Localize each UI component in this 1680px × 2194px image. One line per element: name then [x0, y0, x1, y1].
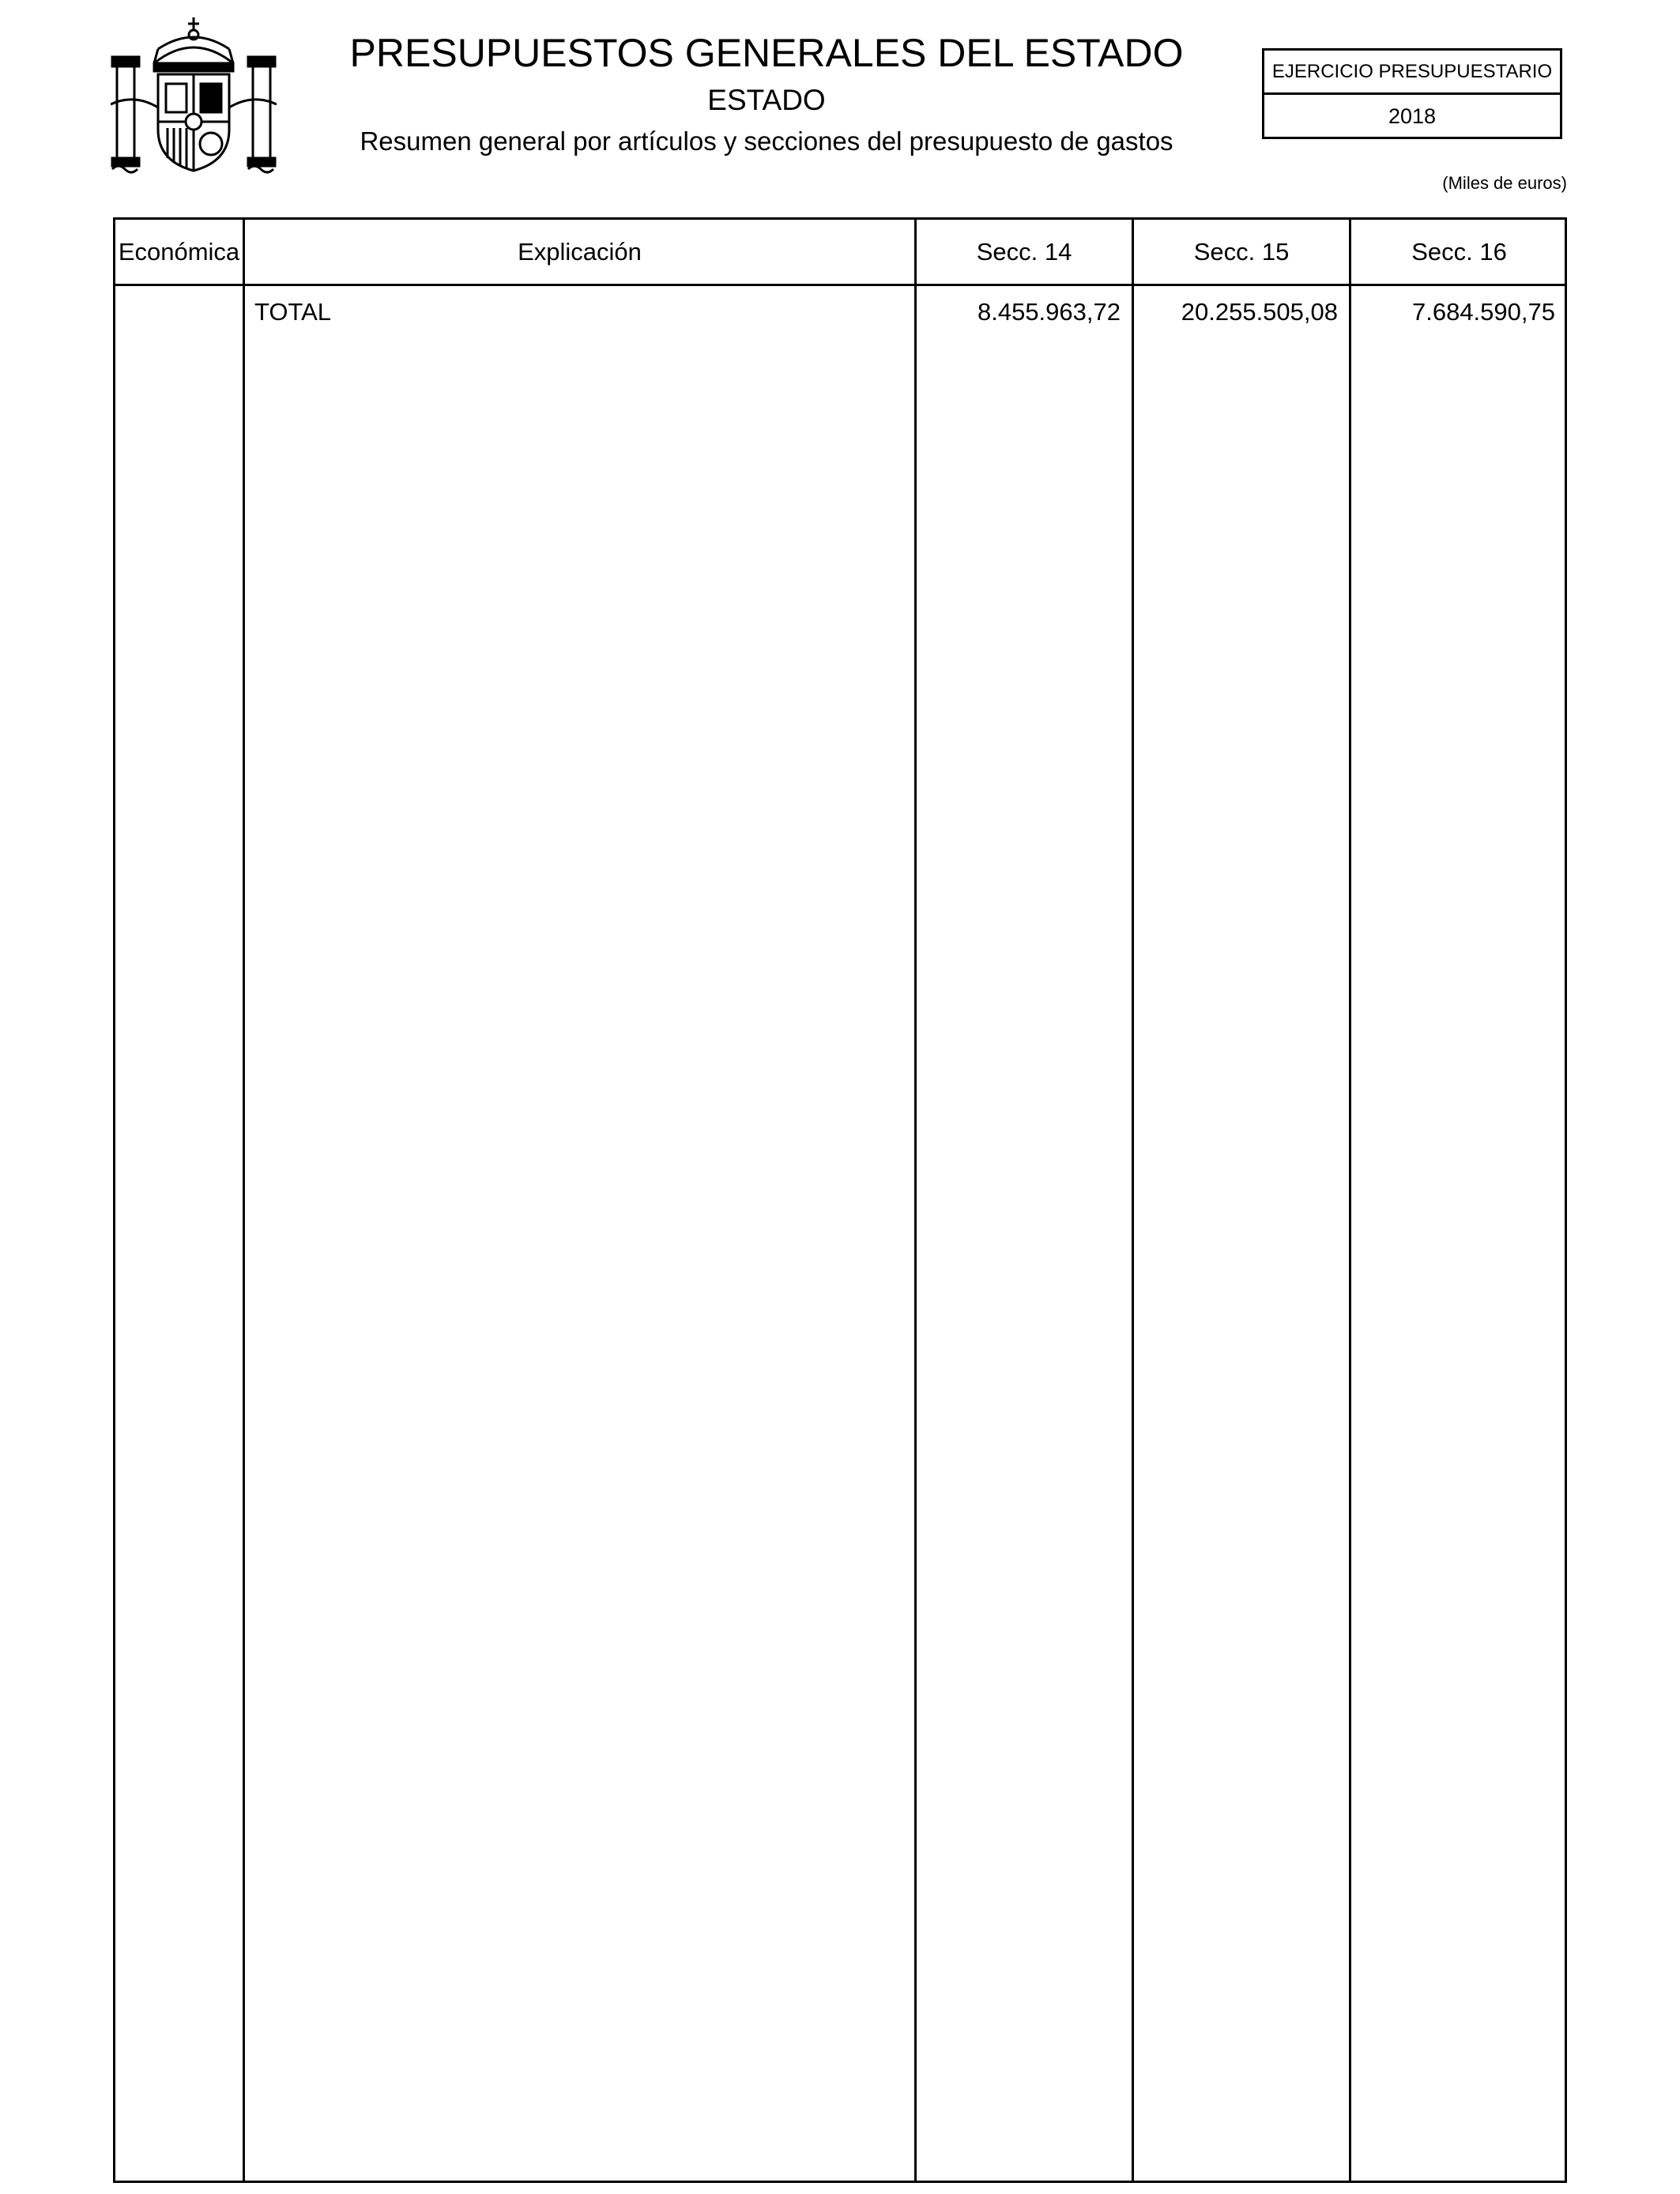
- row-economica: [123, 294, 238, 330]
- column-divider: [914, 220, 917, 2181]
- page-description: Resumen general por artículos y secciones del presupuesto de gastos: [360, 126, 1173, 156]
- column-header-explicacion: Explicación: [518, 238, 642, 266]
- fiscal-year-label: EJERCICIO PRESUPUESTARIO: [1264, 51, 1560, 95]
- column-divider: [243, 220, 245, 2181]
- row-secc-16-value: 7.684.590,75: [1411, 298, 1555, 326]
- coat-of-arms-icon: [111, 17, 277, 175]
- column-divider: [1349, 220, 1351, 2181]
- column-header-secc-16: Secc. 16: [1411, 238, 1507, 266]
- column-header-economica: Económica: [118, 238, 240, 266]
- row-explicacion: TOTAL: [254, 298, 332, 326]
- row-secc-14-value: 8.455.963,72: [977, 298, 1121, 326]
- column-divider: [1132, 220, 1134, 2181]
- page-title: PRESUPUESTOS GENERALES DEL ESTADO: [349, 31, 1184, 75]
- page-subtitle: ESTADO: [707, 84, 826, 116]
- column-header-secc-14: Secc. 14: [976, 238, 1072, 266]
- budget-table: [113, 217, 1567, 2183]
- fiscal-year-value: 2018: [1388, 104, 1437, 128]
- units-note: (Miles de euros): [1442, 173, 1567, 193]
- row-secc-15-value: 20.255.505,08: [1181, 298, 1338, 326]
- fiscal-year-box: [1262, 48, 1562, 139]
- header-divider: [115, 284, 1565, 286]
- column-header-secc-15: Secc. 15: [1193, 238, 1290, 266]
